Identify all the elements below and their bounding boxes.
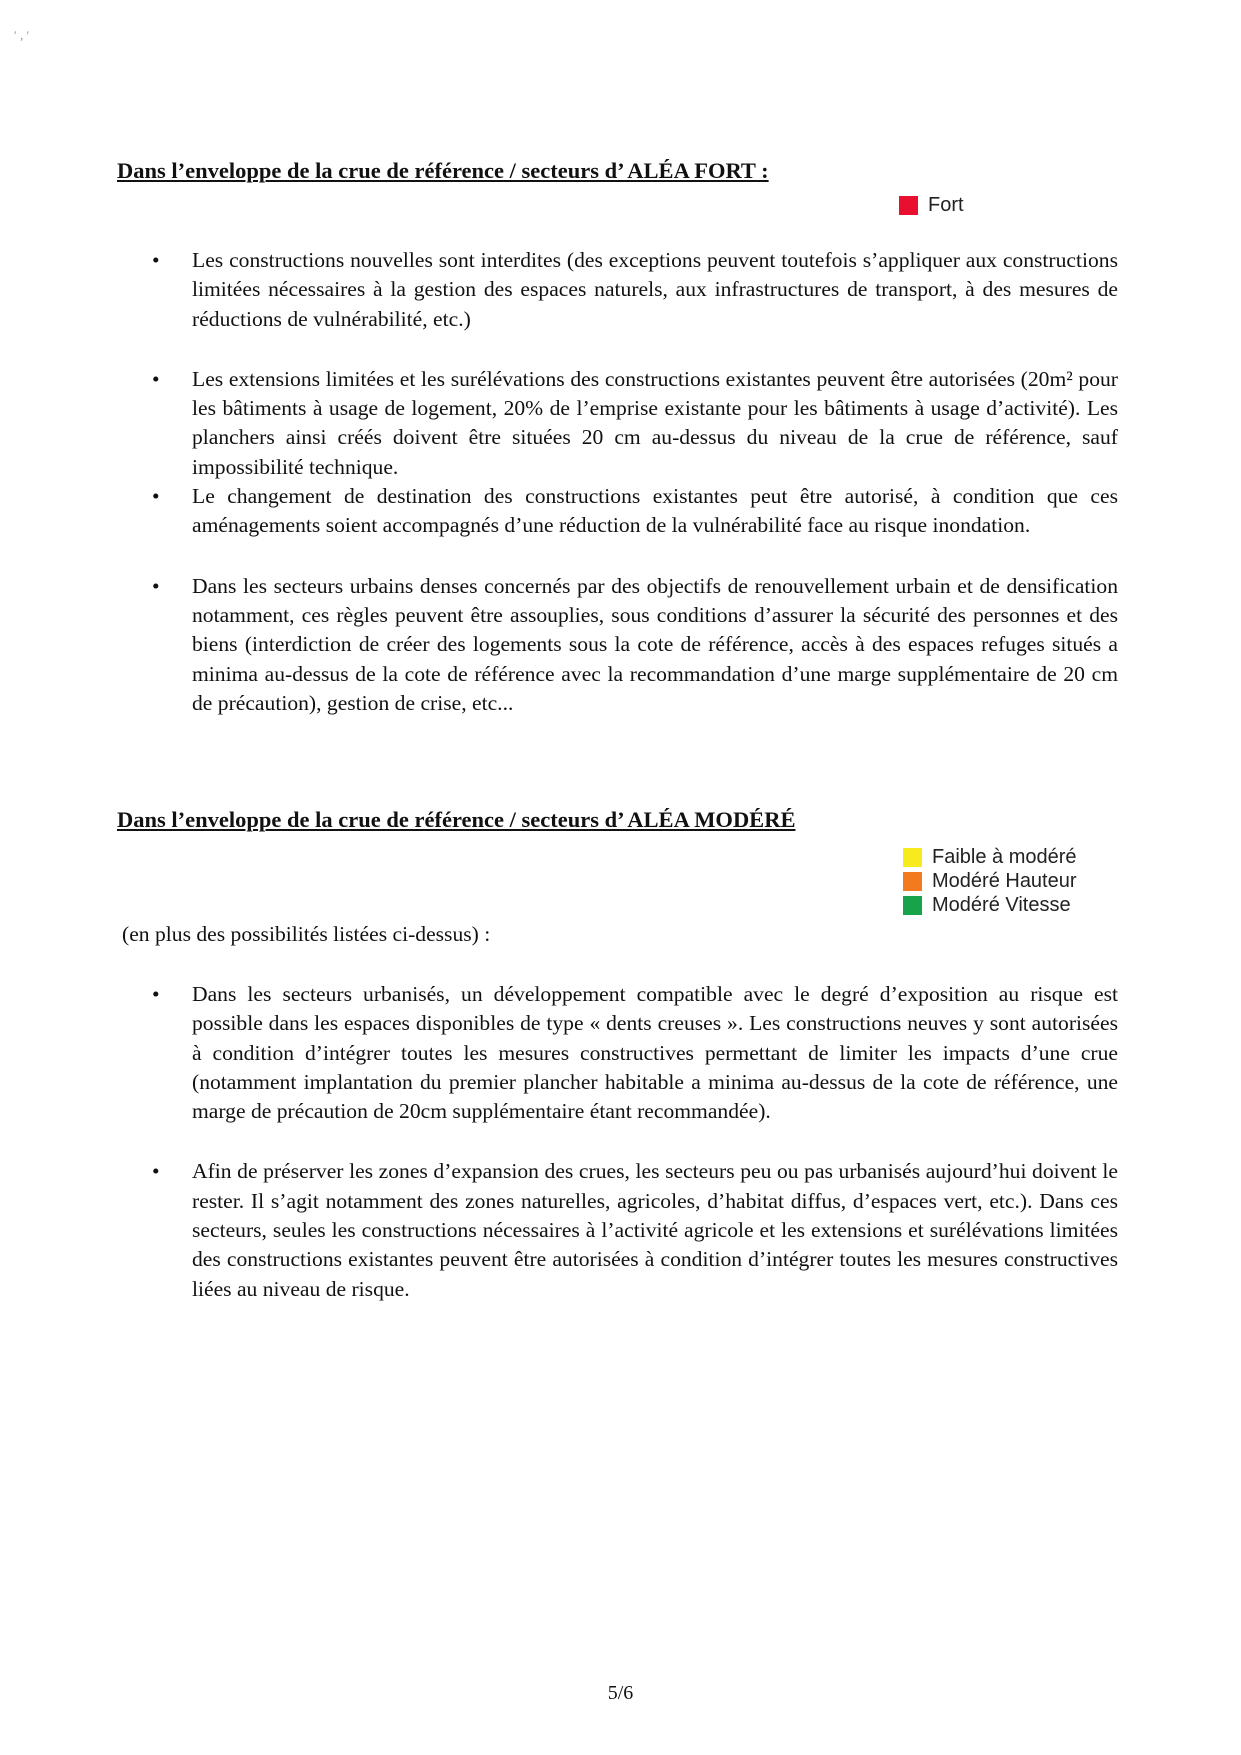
scan-mark: ′ ‚ ′ [14,28,30,42]
legend-item-fort [899,193,964,217]
page-number: 5/6 [607,1682,634,1704]
legend-swatch-fort [899,196,918,215]
legend-modere [903,845,1077,917]
intro-text: (en plus des possibilités listées ci-dessus) : [122,922,491,946]
bullet-symbol: • [152,982,160,1006]
list-item [150,1157,1118,1303]
list-item-text: Dans les secteurs urbains denses concernés par des objectifs de renouvellement urbain et de densification notamment, ces règles peuvent être assouplies, sous conditions d’assurer la sécurité des personnes et des biens (interdiction de créer des logements sous la cote de référence, accès à des espaces refuges situés a minima au-dessus de la cote de référence avec la recommandation d’une marge supplémentaire de 20 cm de précaution), gestion de crise, etc... [192,573,1118,715]
legend-label: Modéré Hauteur [932,869,1077,892]
bullet-symbol: • [152,1159,160,1184]
legend-label: Modéré Vitesse [932,893,1071,916]
list-item-text: Le changement de destination des constructions existantes peut être autorisé, à condition que ces aménagements soient accompagnés d’une réduction de la vulnérabilité face au risque inondation. [192,484,1118,538]
legend-swatch-orange [903,872,922,891]
legend-label: Fort [928,193,964,216]
list-item-text: Les extensions limitées et les surélévations des constructions existantes peuvent être autorisées (20m² pour les bâtiments à usage de logement, 20% de l’emprise existante pour les bâtiments à usage d’activité). Les planchers ainsi créés doivent être situées 20 cm au-dessus du niveau de la crue de référence, sauf impossibilité technique. [192,366,1118,479]
bullet-symbol: • [152,573,160,598]
bullet-symbol: • [152,366,160,391]
bullet-symbol: • [152,484,160,509]
list-item-text: Afin de préserver les zones d’expansion des crues, les secteurs peu ou pas urbanisés aujourd’hui doivent le rester. Il s’agit notamment des zones naturelles, agricoles, d’habitat diffus, d’espaces vert, etc.). Dans ces secteurs, seules les constructions nécessaires à l’activité agricole et les extensions et surélévations limitées des constructions existantes peuvent être autorisées à condition d’intégrer toutes les mesures constructives liées au niveau de risque. [192,1159,1118,1301]
legend-item-faible-modere [903,845,1077,869]
legend-item-modere-vitesse [903,893,1077,917]
heading-alea-fort: Dans l’enveloppe de la crue de référence / secteurs d’ ALÉA FORT : [117,158,769,183]
bullet-list-modere [150,980,1118,1304]
legend-fort [899,193,964,217]
list-item [150,482,1118,541]
list-item [150,572,1118,718]
bullet-symbol: • [152,248,160,272]
list-item [150,246,1118,334]
legend-swatch-yellow [903,848,922,867]
legend-label: Faible à modéré [932,845,1077,868]
list-item [150,365,1118,482]
heading-alea-modere: Dans l’enveloppe de la crue de référence / secteurs d’ ALÉA MODÉRÉ [117,807,796,832]
bullet-list-fort [150,246,1118,718]
list-item-text: Dans les secteurs urbanisés, un développement compatible avec le degré d’exposition au risque est possible dans les espaces disponibles de type « dents creuses ». Les constructions neuves y sont autorisées à condition d’intégrer toutes les mesures constructives permettant de limiter les impacts d’une crue (notamment implantation du premier plancher habitable a minima au-dessus de la cote de référence, une marge de précaution de 20cm supplémentaire étant recommandée). [192,982,1118,1124]
legend-item-modere-hauteur [903,869,1077,893]
list-item-text: Les constructions nouvelles sont interdites (des exceptions peuvent toutefois s’appliquer aux constructions limitées nécessaires à la gestion des espaces naturels, aux infrastructures de transport, à des mesures de réductions de vulnérabilité, etc.) [192,248,1118,331]
list-item [150,980,1118,1126]
legend-swatch-green [903,896,922,915]
